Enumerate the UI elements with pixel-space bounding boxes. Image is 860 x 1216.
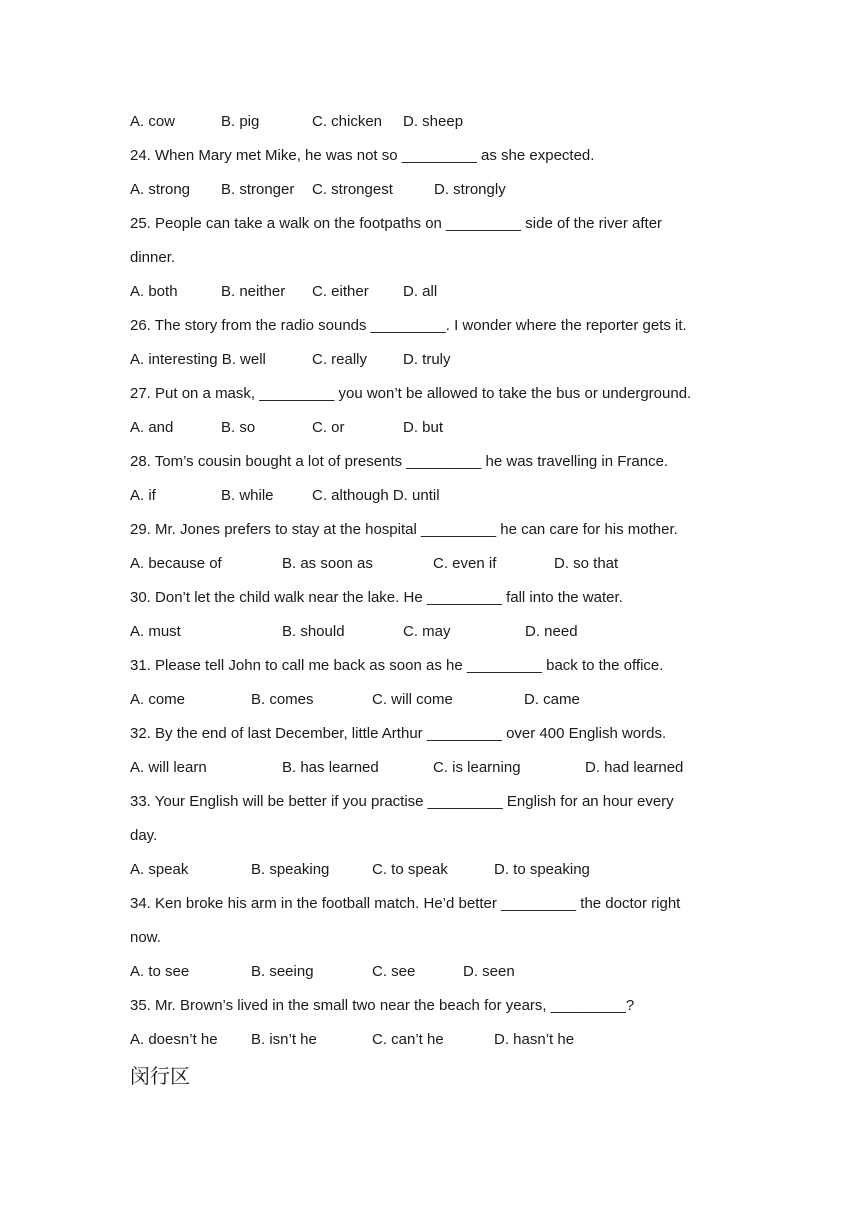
option-d: D. strongly xyxy=(434,181,506,198)
options-q27 xyxy=(130,416,750,450)
option-c: C. either xyxy=(312,283,369,300)
option-d: D. so that xyxy=(554,555,619,572)
option-a: A. will learn xyxy=(130,759,207,776)
option-a: A. because of xyxy=(130,555,222,572)
option-d: D. sheep xyxy=(403,113,464,130)
option-c: C. really xyxy=(312,351,368,368)
option-a: A. to see xyxy=(130,963,190,980)
option-d: D. hasn’t he xyxy=(494,1031,575,1048)
option-b: B. pig xyxy=(221,113,260,130)
option-b: B. so xyxy=(221,419,256,436)
question-34-stem: 34. Ken broke his arm in the football match. He’d better _________ the doctor right xyxy=(130,895,681,912)
option-c: C. chicken xyxy=(312,113,383,130)
question-26-stem: 26. The story from the radio sounds _________. I wonder where the reporter gets it. xyxy=(130,317,687,334)
option-b: B. while xyxy=(221,487,274,504)
option-a: A. doesn’t he xyxy=(130,1031,218,1048)
option-c: C. or xyxy=(312,419,345,436)
options-q24 xyxy=(130,178,750,212)
option-c: C. strongest xyxy=(312,181,393,198)
question-34-stem-cont: now. xyxy=(130,929,161,946)
option-a: A. must xyxy=(130,623,181,640)
options-q32 xyxy=(130,756,750,790)
option-d: D. but xyxy=(403,419,444,436)
question-27-stem: 27. Put on a mask, _________ you won’t be allowed to take the bus or underground. xyxy=(130,385,692,402)
option-d: D. came xyxy=(524,691,580,708)
question-25-stem: 25. People can take a walk on the footpaths on _________ side of the river after xyxy=(130,215,663,232)
option-a: A. cow xyxy=(130,113,176,130)
options-q25 xyxy=(130,280,750,314)
option-c: C. see xyxy=(372,963,416,980)
option-a: A. strong xyxy=(130,181,191,198)
question-31-stem: 31. Please tell John to call me back as soon as he _________ back to the office. xyxy=(130,657,664,674)
option-a: A. if xyxy=(130,487,156,504)
option-c: C. is learning xyxy=(433,759,521,776)
option-d: D. need xyxy=(525,623,578,640)
options-q33 xyxy=(130,858,750,892)
option-cd: C. although D. until xyxy=(312,487,440,504)
option-b: B. has learned xyxy=(282,759,379,776)
options-q30 xyxy=(130,620,750,654)
option-d: D. had learned xyxy=(585,759,684,776)
option-b: B. comes xyxy=(251,691,314,708)
option-b: B. speaking xyxy=(251,861,330,878)
options-q31 xyxy=(130,688,750,722)
question-35-stem: 35. Mr. Brown’s lived in the small two near the beach for years, _________? xyxy=(130,997,635,1014)
options-q29 xyxy=(130,552,750,586)
option-a: A. and xyxy=(130,419,174,436)
question-29-stem: 29. Mr. Jones prefers to stay at the hospital _________ he can care for his mother. xyxy=(130,521,678,538)
question-33-stem: 33. Your English will be better if you practise _________ English for an hour every xyxy=(130,793,674,810)
option-b: B. stronger xyxy=(221,181,295,198)
option-c: C. even if xyxy=(433,555,497,572)
options-q26 xyxy=(130,348,750,382)
question-33-stem-cont: day. xyxy=(130,827,158,844)
option-d: D. to speaking xyxy=(494,861,590,878)
option-b: B. isn’t he xyxy=(251,1031,317,1048)
options-q35 xyxy=(130,1028,750,1062)
question-28-stem: 28. Tom’s cousin bought a lot of presents _________ he was travelling in France. xyxy=(130,453,669,470)
options-q28 xyxy=(130,484,750,518)
option-b: B. should xyxy=(282,623,345,640)
options-q23 xyxy=(130,110,750,144)
question-30-stem: 30. Don’t let the child walk near the lake. He _________ fall into the water. xyxy=(130,589,623,606)
question-list xyxy=(130,110,750,1062)
option-c: C. can’t he xyxy=(372,1031,444,1048)
option-d: D. truly xyxy=(403,351,451,368)
section-heading-district: 闵行区 xyxy=(130,1064,190,1088)
option-d: D. all xyxy=(403,283,438,300)
option-c: C. may xyxy=(403,623,451,640)
option-a: A. come xyxy=(130,691,186,708)
option-c: C. will come xyxy=(372,691,453,708)
option-a: A. both xyxy=(130,283,178,300)
question-24-stem: 24. When Mary met Mike, he was not so _________ as she expected. xyxy=(130,147,595,164)
option-d: D. seen xyxy=(463,963,515,980)
option-b: B. as soon as xyxy=(282,555,373,572)
option-ab: A. interesting B. well xyxy=(130,351,266,368)
question-25-stem-cont: dinner. xyxy=(130,249,176,266)
option-b: B. seeing xyxy=(251,963,314,980)
option-c: C. to speak xyxy=(372,861,448,878)
option-b: B. neither xyxy=(221,283,286,300)
option-a: A. speak xyxy=(130,861,189,878)
question-32-stem: 32. By the end of last December, little Arthur _________ over 400 English words. xyxy=(130,725,667,742)
options-q34 xyxy=(130,960,750,994)
